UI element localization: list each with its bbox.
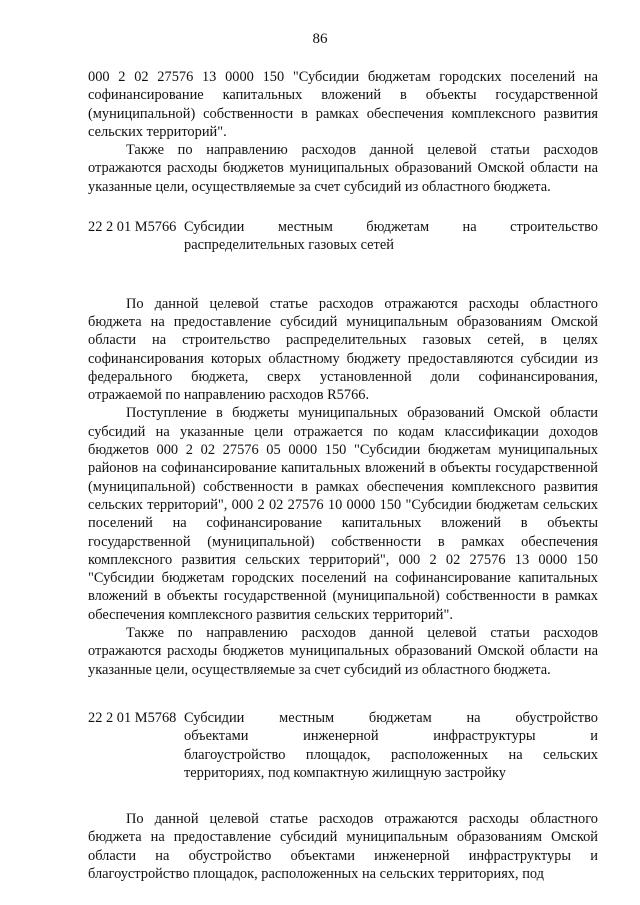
paragraph-description: По данной целевой статье расходов отражаются расходы областного бюджета на предоставление субсидий муниципальным образованиям Омской области на строительство распределительных газовых сетей, в целях софинансирования которых областному бюджету предоставляются субсидии из федерального бюджета, сверх установленной доли софинансирования, отражаемой по направлению расходов R5766. — [88, 295, 598, 404]
paragraph-continued: 000 2 02 27576 13 0000 150 "Субсидии бюджетам городских поселений на софинансирование капитальных вложений в объекты государственной (муниципальной) собственности в рамках обеспечения комплексного развития сельских территорий". — [88, 69, 598, 140]
article-title-line: распределительных газовых сетей — [184, 237, 394, 254]
article-title-line: территориях, под компактную жилищную застройку — [184, 764, 506, 781]
paragraph-description-2: По данной целевой статье расходов отражаются расходы областного бюджета на предоставление субсидий муниципальным образованиям Омской области на обустройство объектами инженерной инфраструктуры и благоустройство площадок, расположенных на сельских территориях, под — [88, 811, 598, 882]
paragraph-also-1: Также по направлению расходов данной целевой статьи расходов отражаются расходы бюджетов муниципальных образований Омской области на указанные цели, осуществляемые за счет субсидий из областного бюджета. — [88, 142, 598, 195]
paragraph-revenue-codes: Поступление в бюджеты муниципальных образований Омской области субсидий на указанные цели отражается по кодам классификации доходов бюджетов 000 2 02 27576 05 0000 150 "Субсидии бюджетам муниципальных районов на софинансирование капитальных вложений в объекты государственной (муниципальной) собственности в рамках обеспечения комплексного развития сельских территорий", 000 2 02 27576 10 0000 150 "Субсидии бюджетам сельских поселений на софинансирование капитальных вложений в объекты государственной (муниципальной) собственности в рамках обеспечения комплексного развития сельских территорий", 000 2 02 27576 13 0000 150 "Субсидии бюджетам городских поселений на софинансирование капитальных вложений в объекты государственной (муниципальной) собственности в рамках обеспечения комплексного развития сельских территорий". — [88, 405, 598, 623]
article-title — [184, 218, 598, 255]
article-title-line: объектами инженерной инфраструктуры и — [184, 728, 598, 745]
article-heading-m5768 — [88, 709, 598, 782]
article-heading-m5766 — [88, 218, 598, 255]
page-number: 86 — [312, 31, 328, 47]
article-title — [184, 709, 598, 782]
article-title-line: Субсидии местным бюджетам на строительство — [184, 219, 598, 236]
paragraph-also-2: Также по направлению расходов данной целевой статьи расходов отражаются расходы бюджетов муниципальных образований Омской области на указанные цели, осуществляемые за счет субсидий из областного бюджета. — [88, 625, 598, 678]
article-code: 22 2 01 M5766 — [88, 219, 177, 236]
article-title-line: благоустройство площадок, расположенных на сельских — [184, 746, 598, 763]
article-code: 22 2 01 M5768 — [88, 709, 177, 726]
article-title-line: Субсидии местным бюджетам на обустройство — [184, 709, 598, 726]
document-body — [88, 68, 598, 883]
